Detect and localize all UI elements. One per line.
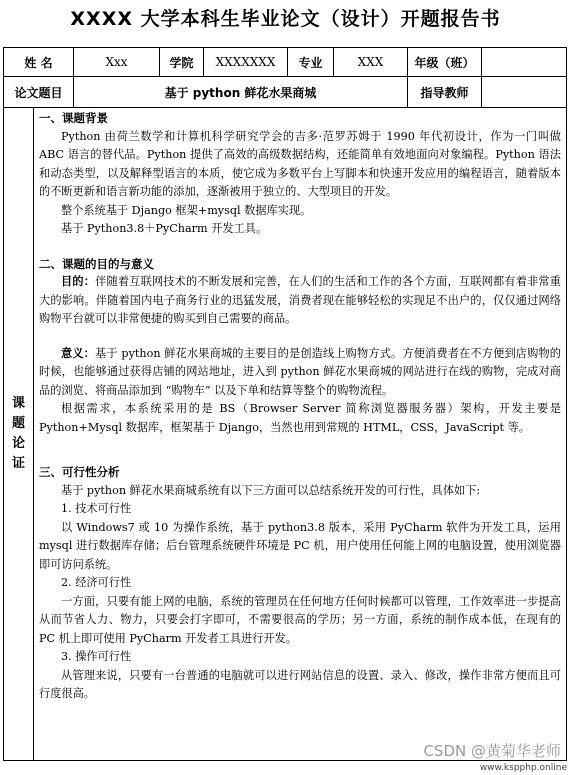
meaning-text: 基于 python 鲜花水果商城的主要目的是创造线上购物方式。方便消费者在不方便到店购物的时候，也能够通过获得店铺的网站地址，进入到 python 鲜花水果商城的网站进行在线的购物，完成对商品的浏览、将商品添加到 “购物车” 以及下单和结算等整个的购物流程。	[39, 346, 561, 397]
advisor-value	[482, 77, 567, 108]
grade-value	[482, 48, 567, 77]
meaning-label: 意义：	[61, 346, 96, 360]
econ-feasibility-title: 2. 经济可行性	[61, 576, 132, 589]
architecture-paragraph: 根据需求，本系统采用的是 BS（Browser Server 简称浏览器服务器）架构，开发主要是 Python+Mysql 数据库，框架基于 Django，当然也用到常规的 HTML，CSS，JavaScript 等。	[39, 402, 561, 434]
feasibility-intro: 基于 python 鲜花水果商城系统有以下三方面可以总结系统开发的可行性，具体如下:	[61, 483, 481, 497]
name-value: Xxx	[74, 48, 160, 77]
background-paragraph-1: Python 由荷兰数学和计算机科学研究学会的吉多·范罗苏姆于 1990 年代初设计，作为一门叫做 ABC 语言的替代品。Python 提供了高效的高级数据结构，还能简单有效地面向对象编程。Python 语法和动态类型，以及解释型语言的本质，使它成为多数平台上写脚本和快速开发应用的编程语言，随着版本的不断更新和语言新功能的添加，逐渐被用于独立的、大型项目的开发。	[39, 129, 561, 198]
college-label: 学院	[160, 48, 204, 77]
background-paragraph-3: 基于 Python3.8＋PyCharm 开发工具。	[61, 222, 268, 235]
purpose-text: 伴随着互联网技术的不断发展和完善，在人们的生活和工作的各个方面，互联网都有着非常重大的影响。伴随着国内电子商务行业的迅猛发展，消费者现在能够轻松的实现足不出户的，仅仅通过网络购物平台就可以非常便捷的购买到自己需要的商品。	[39, 275, 561, 325]
topic-label: 论文题目	[4, 77, 74, 108]
op-feasibility-text: 从管理来说，只要有一台普通的电脑就可以进行网站信息的设置、录入、修改，操作非常方便而且可行度很高。	[39, 668, 561, 700]
csdn-watermark: CSDN @黄菊华老师	[423, 742, 561, 760]
side-label: 课题论证	[11, 396, 25, 471]
econ-feasibility-text: 一方面，只要有能上网的电脑，系统的管理员在任何地方任何时候都可以管理，工作效率进一步提高从而节省人力、物力，只要会打字即可，不需要很高的学历；另一方面，系统的制作成本低，在现有的 PC 机上即可使用 PyCharm 开发者工具进行开发。	[39, 594, 561, 645]
content-row	[4, 108, 567, 761]
side-label-cell	[4, 108, 34, 761]
info-row	[4, 48, 567, 77]
content-body	[34, 108, 566, 704]
purpose-heading: 二、课题的目的与意义	[39, 256, 154, 271]
college-value: XXXXXXX	[204, 48, 288, 77]
url-watermark: www.kspphp.online	[479, 763, 567, 773]
page-title: XXXX 大学本科生毕业论文（设计）开题报告书	[70, 8, 501, 30]
grade-label: 年级（班）	[408, 48, 482, 77]
name-label: 姓 名	[4, 48, 74, 77]
tech-feasibility-title: 1. 技术可行性	[61, 502, 132, 515]
topic-value: 基于 python 鲜花水果商城	[74, 77, 408, 108]
major-label: 专业	[288, 48, 334, 77]
meaning-paragraph	[39, 345, 561, 401]
op-feasibility-title: 3. 操作可行性	[61, 650, 132, 663]
advisor-label: 指导教师	[408, 77, 482, 108]
content-cell	[34, 108, 567, 761]
tech-feasibility-text: 以 Windows7 或 10 为操作系统，基于 python3.8 版本，采用 PyCharm 软件为开发工具，运用 mysql 进行数据库存储；后台管理系统硬件环境是 PC 机，用户使用任何能上网的电脑设置，使用浏览器即可访问系统。	[39, 520, 561, 571]
major-value: XXX	[334, 48, 408, 77]
purpose-label: 目的：	[61, 275, 96, 288]
topic-row	[4, 77, 567, 108]
background-heading: 一、课题背景	[39, 111, 108, 125]
purpose-paragraph	[39, 273, 561, 329]
proposal-form-table	[3, 47, 567, 761]
feasibility-heading: 三、可行性分析	[39, 465, 120, 479]
background-paragraph-2: 整个系统基于 Django 框架+mysql 数据库实现。	[61, 203, 312, 217]
